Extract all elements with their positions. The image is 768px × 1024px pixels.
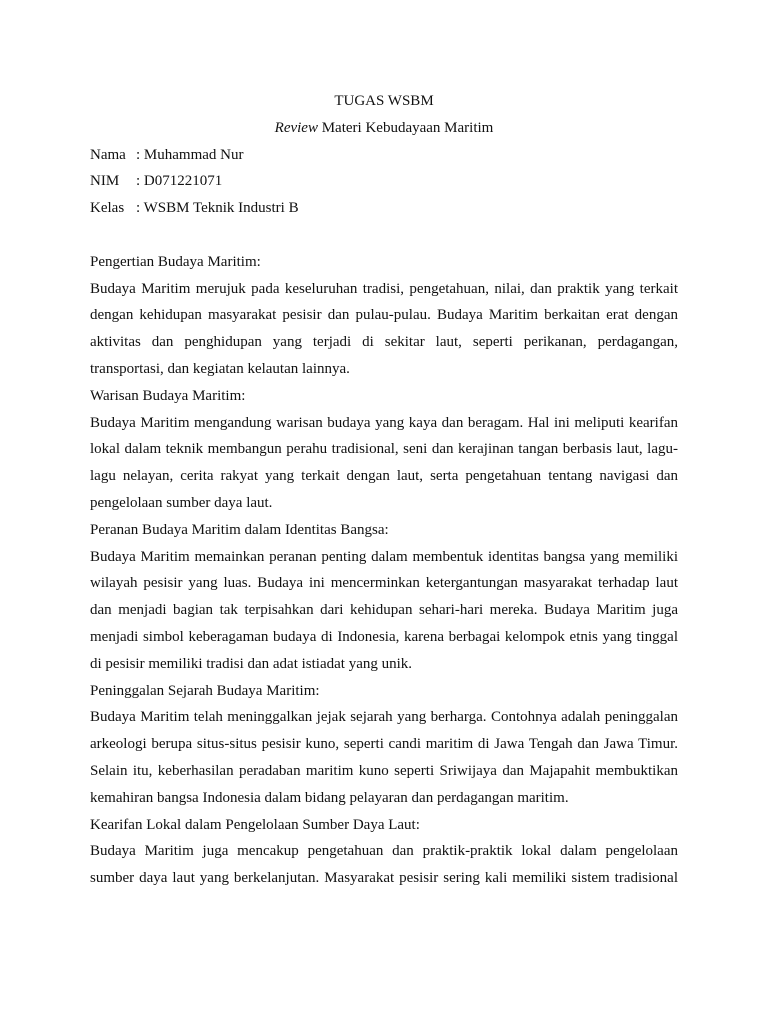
name-value: : Muhammad Nur: [136, 146, 244, 163]
nim-row: [90, 168, 678, 195]
section-body: Budaya Maritim juga mencakup pengetahuan dan praktik-praktik lokal dalam pengelolaan sumber daya laut yang berkelanjutan. Masyarakat pesisir sering kali memiliki sistem tradisional: [90, 843, 678, 887]
subtitle-rest: Materi Kebudayaan Maritim: [317, 119, 494, 136]
name-row: [90, 142, 678, 169]
subtitle-italic: Review: [274, 119, 318, 136]
section-body: Budaya Maritim telah meninggalkan jejak sejarah yang berharga. Contohnya adalah peninggalan arkeologi berupa situs-situs pesisir kuno, seperti candi maritim di Jawa Tengah dan Jawa Timur. Selain itu, keberhasilan peradaban maritim kuno seperti Sriwijaya dan Majapahit membuktikan kemahiran bangsa Indonesia dalam bidang pelayaran dan perdagangan maritim.: [90, 709, 678, 806]
section-heading: Warisan Budaya Maritim:: [90, 387, 246, 404]
section-body: Budaya Maritim merujuk pada keseluruhan tradisi, pengetahuan, nilai, dan praktik yang terkait dengan kehidupan masyarakat pesisir dan pulau-pulau. Budaya Maritim berkaitan erat dengan aktivitas dan penghidupan yang terjadi di sekitar laut, seperti perikanan, perdagangan, transportasi, dan kegiatan kelautan lainnya.: [90, 280, 678, 377]
blank-line: [90, 222, 678, 249]
section-body: Budaya Maritim memainkan peranan penting dalam membentuk identitas bangsa yang memiliki wilayah pesisir yang luas. Budaya ini mencerminkan ketergantungan masyarakat terhadap laut dan menjadi bagian tak terpisahkan dari kehidupan sehari-hari mereka. Budaya Maritim juga menjadi simbol keberagaman budaya di Indonesia, karena berbagai kelompok etnis yang tinggal di pesisir memiliki tradisi dan adat istiadat yang unik.: [90, 548, 678, 672]
document-page: [90, 88, 678, 919]
section-heading: Pengertian Budaya Maritim:: [90, 253, 261, 270]
section-body: Budaya Maritim mengandung warisan budaya yang kaya dan beragam. Hal ini meliputi kearifan lokal dalam teknik membangun perahu tradisional, seni dan kerajinan tangan berbasis laut, lagu-lagu nelayan, cerita rakyat yang terkait dengan laut, serta pengetahuan tentang navigasi dan pengelolaan sumber daya laut.: [90, 414, 678, 511]
section-heading: Peninggalan Sejarah Budaya Maritim:: [90, 682, 320, 699]
page-bottom-margin: [0, 892, 768, 1024]
document-subtitle: [90, 115, 678, 142]
document-title: TUGAS WSBM: [334, 93, 434, 109]
nim-value: : D071221071: [136, 173, 223, 190]
nim-label: NIM: [90, 173, 120, 190]
name-label: Nama: [90, 146, 126, 163]
class-label: Kelas: [90, 200, 125, 217]
class-value: : WSBM Teknik Industri B: [136, 200, 299, 217]
section-heading: Peranan Budaya Maritim dalam Identitas Bangsa:: [90, 521, 389, 538]
class-row: [90, 195, 678, 222]
section-heading: Kearifan Lokal dalam Pengelolaan Sumber Daya Laut:: [90, 816, 420, 833]
